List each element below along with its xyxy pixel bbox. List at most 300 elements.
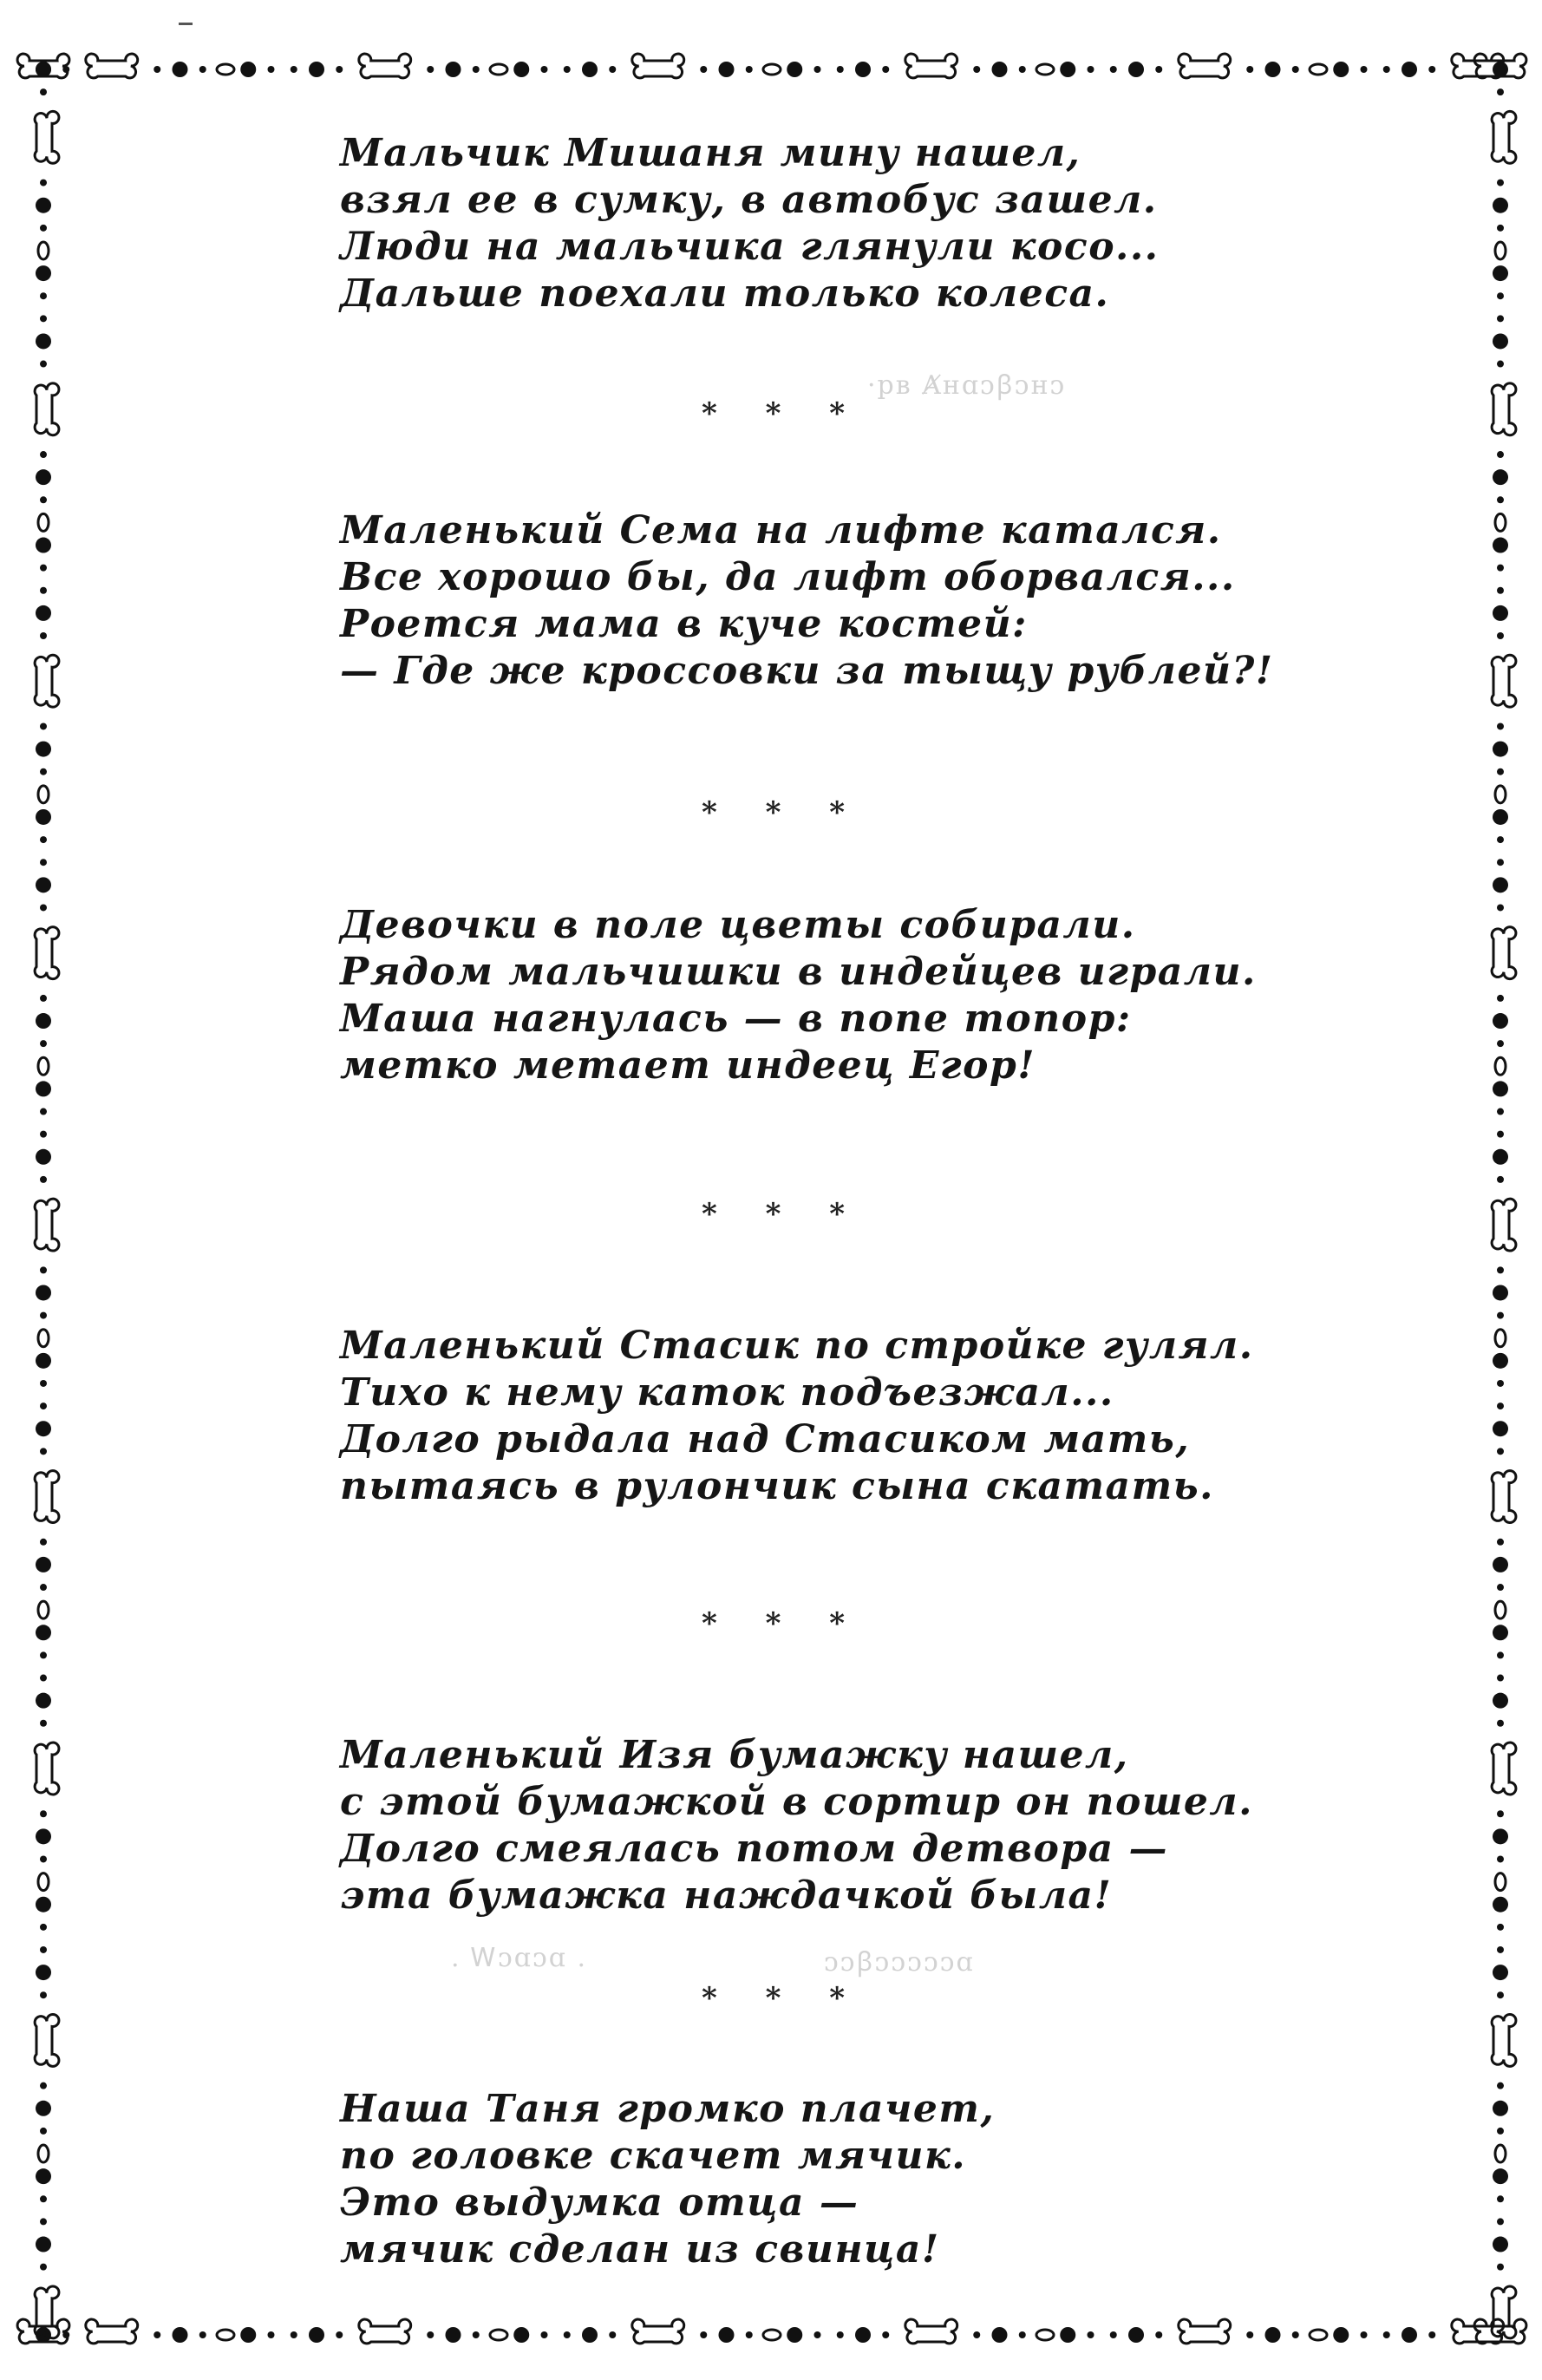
border-dot <box>973 66 980 73</box>
border-dot <box>1088 2331 1094 2338</box>
border-dot <box>1497 1855 1504 1862</box>
poem-stanza <box>340 2086 995 2273</box>
poem-line: с этой бумажкой в сортир он пошел. <box>340 1780 1253 1824</box>
border-dot <box>513 62 529 77</box>
border-dot <box>1497 1131 1504 1138</box>
border-dot <box>36 1625 51 1640</box>
border-dot <box>1493 605 1508 621</box>
border-bead <box>763 2330 781 2340</box>
border-dot <box>291 2331 297 2338</box>
border-dot <box>40 1402 47 1409</box>
border-dot <box>40 2264 47 2271</box>
border-dot <box>1497 2218 1504 2225</box>
border-dot <box>1497 496 1504 503</box>
border-dot <box>40 1810 47 1817</box>
border-dot <box>1265 2327 1281 2343</box>
border-dot <box>1493 1013 1508 1029</box>
border-bead <box>1495 1601 1506 1618</box>
border-dot <box>1493 1625 1508 1640</box>
border-dot <box>40 2128 47 2135</box>
border-dot <box>40 1448 47 1455</box>
border-dot <box>1497 361 1504 368</box>
border-dot <box>1361 66 1368 73</box>
bone-icon <box>1492 655 1516 707</box>
border-dot <box>1088 66 1094 73</box>
border-dot <box>973 2331 980 2338</box>
poem-line: Рядом мальчишки в индейцев играли. <box>340 950 1257 994</box>
bone-icon <box>905 54 957 78</box>
poem-stanza <box>340 1732 1253 1919</box>
poem-line: Наша Таня громко плачет, <box>340 2087 996 2131</box>
poem-line: Долго смеялась потом детвора — <box>340 1827 1168 1871</box>
border-dot <box>1246 2331 1253 2338</box>
bone-icon <box>359 2319 411 2344</box>
border-dot <box>40 1675 47 1682</box>
border-dot <box>1497 1040 1504 1047</box>
bone-icon <box>1492 2286 1516 2338</box>
border-dot <box>36 2168 51 2184</box>
bone-icon <box>1492 111 1516 163</box>
border-dot <box>1497 1176 1504 1183</box>
border-dot <box>1383 66 1390 73</box>
border-dot <box>1128 2327 1144 2343</box>
stanza-separator: * * * <box>702 1981 865 2016</box>
border-dot <box>1428 66 1435 73</box>
border-dot <box>36 1149 51 1165</box>
border-dot <box>1497 2195 1504 2202</box>
border-dot <box>1493 2168 1508 2184</box>
border-dot <box>154 2331 160 2338</box>
border-dot <box>1493 1693 1508 1709</box>
stanza-separator: * * * <box>702 1606 865 1641</box>
border-dot <box>1493 1828 1508 1844</box>
border-dot <box>1497 1720 1504 1727</box>
border-dot <box>1402 2327 1417 2343</box>
border-dot <box>40 496 47 503</box>
border-dot <box>1361 2331 1368 2338</box>
poem-line: по головке скачет мячик. <box>340 2134 967 2178</box>
border-bead <box>763 64 781 75</box>
border-dot <box>40 722 47 729</box>
border-dot <box>1493 809 1508 825</box>
border-dot <box>1497 995 1504 1002</box>
border-dot <box>1493 1353 1508 1369</box>
border-bead <box>1495 786 1506 803</box>
border-dot <box>36 1965 51 1980</box>
border-bead <box>38 1330 49 1347</box>
border-dot <box>36 1013 51 1029</box>
border-dot <box>1493 1421 1508 1436</box>
bone-icon <box>1492 927 1516 979</box>
border-bead <box>217 64 234 75</box>
poem-line: Мальчик Мишаня мину нашел, <box>340 131 1081 175</box>
border-dot <box>1497 1539 1504 1546</box>
border-dot <box>36 265 51 281</box>
border-dot <box>1493 877 1508 892</box>
border-dot <box>1497 1946 1504 1953</box>
bone-icon <box>35 111 59 163</box>
border-dot <box>855 2327 871 2343</box>
border-dot <box>541 66 548 73</box>
border-dot <box>40 315 47 322</box>
border-dot <box>36 809 51 825</box>
border-dot <box>36 62 51 77</box>
border-dot <box>40 768 47 775</box>
border-dot <box>1019 66 1026 73</box>
border-dot <box>1493 538 1508 553</box>
border-dot <box>1493 198 1508 213</box>
poem-stanza <box>340 1323 1254 1510</box>
border-dot <box>1428 2331 1435 2338</box>
poem-line: Тихо к нему каток подъезжал... <box>340 1370 1114 1415</box>
bone-icon <box>86 54 138 78</box>
border-dot <box>40 2195 47 2202</box>
border-bead <box>1495 1057 1506 1075</box>
poem-line: — Где же кроссовки за тыщу рублей?! <box>340 649 1274 693</box>
border-dot <box>1402 62 1417 77</box>
border-dot <box>1497 2128 1504 2135</box>
border-dot <box>36 605 51 621</box>
border-dot <box>513 2327 529 2343</box>
page-mark <box>179 23 193 25</box>
border-dot <box>36 198 51 213</box>
stanza-separator: * * * <box>702 1197 865 1232</box>
border-dot <box>40 1266 47 1273</box>
bone-icon <box>35 1742 59 1795</box>
border-dot <box>40 632 47 639</box>
border-dot <box>541 2331 548 2338</box>
bone-icon <box>35 1199 59 1251</box>
border-dot <box>40 1946 47 1953</box>
border-dot <box>36 2101 51 2116</box>
border-dot <box>36 333 51 349</box>
border-dot <box>1493 333 1508 349</box>
border-dot <box>882 66 889 73</box>
border-dot <box>1265 62 1281 77</box>
poem-line: эта бумажка наждачкой была! <box>340 1873 1113 1918</box>
border-dot <box>814 66 821 73</box>
border-dot <box>36 1828 51 1844</box>
border-dot <box>427 2331 434 2338</box>
border-dot <box>837 66 844 73</box>
border-dot <box>40 565 47 572</box>
border-dot <box>719 2327 735 2343</box>
border-dot <box>40 859 47 866</box>
border-bead <box>1495 513 1506 531</box>
bone-icon <box>1179 2319 1231 2344</box>
border-dot <box>309 2327 324 2343</box>
bleed-through-text: ᴐᴐꞵᴐᴐᴐᴐᴐɑ <box>824 1947 975 1978</box>
border-dot <box>1060 62 1075 77</box>
border-dot <box>1497 1312 1504 1319</box>
poem-stanza <box>340 902 1257 1089</box>
border-dot <box>473 66 480 73</box>
poem-line: Дальше поехали только колеса. <box>340 271 1110 316</box>
border-bead <box>1495 242 1506 259</box>
border-bead <box>490 64 507 75</box>
border-dot <box>1292 2331 1299 2338</box>
border-dot <box>609 2331 616 2338</box>
poem-line: Долго рыдала над Стасиком мать, <box>340 1417 1191 1461</box>
border-bead <box>38 2145 49 2162</box>
bone-icon <box>1492 383 1516 435</box>
border-dot <box>40 1176 47 1183</box>
bone-icon <box>35 383 59 435</box>
border-dot <box>1493 1897 1508 1912</box>
border-dot <box>36 877 51 892</box>
poem-line: Маленький Изя бумажку нашел, <box>340 1733 1129 1777</box>
border-dot <box>446 62 461 77</box>
border-dot <box>855 62 871 77</box>
poem-line: Люди на мальчика глянули косо... <box>340 225 1160 269</box>
border-dot <box>1493 265 1508 281</box>
border-dot <box>40 1924 47 1931</box>
border-dot <box>40 1108 47 1115</box>
border-dot <box>1493 1285 1508 1300</box>
border-dot <box>1497 2264 1504 2271</box>
border-dot <box>1493 1557 1508 1572</box>
border-dot <box>1497 315 1504 322</box>
stanza-separator: * * * <box>702 795 865 830</box>
bone-icon <box>359 54 411 78</box>
border-bead <box>1036 64 1054 75</box>
border-dot <box>40 1584 47 1591</box>
border-dot <box>40 904 47 911</box>
border-bead <box>1495 1330 1506 1347</box>
border-dot <box>36 1353 51 1369</box>
border-dot <box>336 2331 343 2338</box>
border-dot <box>1333 62 1349 77</box>
poem-line: Девочки в поле цветы собирали. <box>340 903 1136 947</box>
border-dot <box>40 451 47 458</box>
stanza-separator: * * * <box>702 396 865 431</box>
border-dot <box>36 1081 51 1096</box>
border-dot <box>1497 565 1504 572</box>
border-dot <box>40 88 47 95</box>
border-dot <box>1497 1266 1504 1273</box>
border-dot <box>309 62 324 77</box>
border-dot <box>1497 1675 1504 1682</box>
border-dot <box>1497 1448 1504 1455</box>
border-dot <box>787 2327 802 2343</box>
border-bead <box>38 1873 49 1891</box>
border-dot <box>837 2331 844 2338</box>
border-bead <box>38 513 49 531</box>
border-bead <box>1495 2145 1506 2162</box>
bone-icon <box>1492 1199 1516 1251</box>
border-dot <box>1497 1810 1504 1817</box>
border-bead <box>490 2330 507 2340</box>
border-bead <box>38 1601 49 1618</box>
border-dot <box>719 62 735 77</box>
border-dot <box>268 2331 275 2338</box>
border-dot <box>36 1897 51 1912</box>
poem-line: взял ее в сумку, в автобус зашел. <box>340 178 1158 222</box>
bone-icon <box>1492 1742 1516 1795</box>
border-dot <box>1110 66 1117 73</box>
border-dot <box>40 2082 47 2089</box>
border-dot <box>1155 66 1162 73</box>
border-bead <box>38 786 49 803</box>
border-dot <box>40 1312 47 1319</box>
border-dot <box>40 1539 47 1546</box>
bone-icon <box>86 2319 138 2344</box>
border-dot <box>40 225 47 232</box>
poem-line: пытаясь в рулончик сына скатать. <box>340 1464 1214 1508</box>
border-dot <box>268 66 275 73</box>
border-dot <box>40 1380 47 1387</box>
bone-icon <box>1179 54 1231 78</box>
border-dot <box>1246 66 1253 73</box>
border-dot <box>1497 904 1504 911</box>
border-dot <box>700 2331 707 2338</box>
border-dot <box>40 361 47 368</box>
border-dot <box>1497 2082 1504 2089</box>
poem-line: метко метает индеец Егор! <box>340 1043 1036 1088</box>
poem-line: Маша нагнулась — в попе топор: <box>340 997 1132 1041</box>
border-dot <box>992 2327 1008 2343</box>
border-dot <box>1019 2331 1026 2338</box>
border-dot <box>173 2327 188 2343</box>
border-dot <box>40 995 47 1002</box>
border-dot <box>36 742 51 757</box>
border-dot <box>154 66 160 73</box>
border-dot <box>336 66 343 73</box>
border-dot <box>40 1720 47 1727</box>
border-dot <box>1493 469 1508 485</box>
border-dot <box>564 66 571 73</box>
poem-line: мячик сделан из свинца! <box>340 2227 940 2272</box>
border-dot <box>1493 1965 1508 1980</box>
border-dot <box>1493 62 1508 77</box>
border-dot <box>291 66 297 73</box>
poem-line: Все хорошо бы, да лифт оборвался... <box>340 555 1236 599</box>
border-dot <box>36 2237 51 2252</box>
border-dot <box>473 2331 480 2338</box>
border-dot <box>787 62 802 77</box>
border-dot <box>1493 742 1508 757</box>
bone-icon <box>632 2319 684 2344</box>
border-dot <box>40 1131 47 1138</box>
border-dot <box>36 1421 51 1436</box>
border-dot <box>1497 1402 1504 1409</box>
border-dot <box>700 66 707 73</box>
border-bead <box>1310 2330 1327 2340</box>
border-dot <box>1497 1651 1504 1658</box>
border-bead <box>1495 1873 1506 1891</box>
poem-line: Это выдумка отца — <box>340 2181 859 2225</box>
border-dot <box>814 2331 821 2338</box>
border-dot <box>746 66 753 73</box>
border-dot <box>40 1991 47 1998</box>
border-dot <box>1292 66 1299 73</box>
bone-icon <box>35 655 59 707</box>
border-dot <box>40 1651 47 1658</box>
border-dot <box>240 2327 256 2343</box>
border-dot <box>582 62 598 77</box>
border-dot <box>40 1040 47 1047</box>
border-dot <box>173 62 188 77</box>
border-dot <box>1497 1584 1504 1591</box>
border-bead <box>38 242 49 259</box>
border-dot <box>1497 836 1504 843</box>
poem-stanza <box>340 507 1274 695</box>
border-dot <box>40 292 47 299</box>
bone-icon <box>1492 2015 1516 2067</box>
poem-line: Роется мама в куче костей: <box>340 602 1028 646</box>
poem-line: Маленький Стасик по стройке гулял. <box>340 1324 1254 1368</box>
border-dot <box>40 180 47 186</box>
border-dot <box>240 62 256 77</box>
bone-icon <box>35 2015 59 2067</box>
border-dot <box>1497 225 1504 232</box>
border-dot <box>1333 2327 1349 2343</box>
border-dot <box>40 2218 47 2225</box>
bleed-through-text: . Ꮃᴐɑᴐɑ . <box>451 1943 588 1973</box>
border-dot <box>882 2331 889 2338</box>
border-dot <box>1493 1081 1508 1096</box>
border-bead <box>1310 64 1327 75</box>
border-dot <box>1497 88 1504 95</box>
border-dot <box>1497 768 1504 775</box>
border-dot <box>1493 1149 1508 1165</box>
border-dot <box>1493 2101 1508 2116</box>
border-dot <box>564 2331 571 2338</box>
border-dot <box>1497 1108 1504 1115</box>
border-dot <box>1497 632 1504 639</box>
border-dot <box>1155 2331 1162 2338</box>
border-dot <box>40 587 47 594</box>
border-dot <box>1497 180 1504 186</box>
poem-stanza <box>340 130 1160 317</box>
border-dot <box>36 469 51 485</box>
border-dot <box>1497 587 1504 594</box>
bone-icon <box>905 2319 957 2344</box>
border-dot <box>40 836 47 843</box>
border-dot <box>1497 722 1504 729</box>
bleed-through-text: ·рв Ⱥʜɑᴐꞵᴐʜᴐ <box>867 370 1067 401</box>
border-dot <box>1497 1924 1504 1931</box>
border-dot <box>1383 2331 1390 2338</box>
border-dot <box>609 66 616 73</box>
border-dot <box>199 66 206 73</box>
border-dot <box>992 62 1008 77</box>
border-dot <box>1497 451 1504 458</box>
border-dot <box>1497 859 1504 866</box>
bone-icon <box>35 927 59 979</box>
border-dot <box>40 1855 47 1862</box>
border-dot <box>746 2331 753 2338</box>
border-dot <box>446 2327 461 2343</box>
poem-line: Маленький Сема на лифте катался. <box>340 508 1222 552</box>
bone-icon <box>632 54 684 78</box>
border-dot <box>1497 292 1504 299</box>
border-dot <box>1497 1380 1504 1387</box>
border-bead <box>217 2330 234 2340</box>
border-dot <box>36 1693 51 1709</box>
border-dot <box>36 1285 51 1300</box>
border-bead <box>38 1057 49 1075</box>
border-dot <box>36 1557 51 1572</box>
border-dot <box>1493 2237 1508 2252</box>
bone-icon <box>1492 1471 1516 1523</box>
border-dot <box>1128 62 1144 77</box>
border-dot <box>36 538 51 553</box>
border-dot <box>582 2327 598 2343</box>
bone-icon <box>35 1471 59 1523</box>
border-dot <box>199 2331 206 2338</box>
border-dot <box>1110 2331 1117 2338</box>
